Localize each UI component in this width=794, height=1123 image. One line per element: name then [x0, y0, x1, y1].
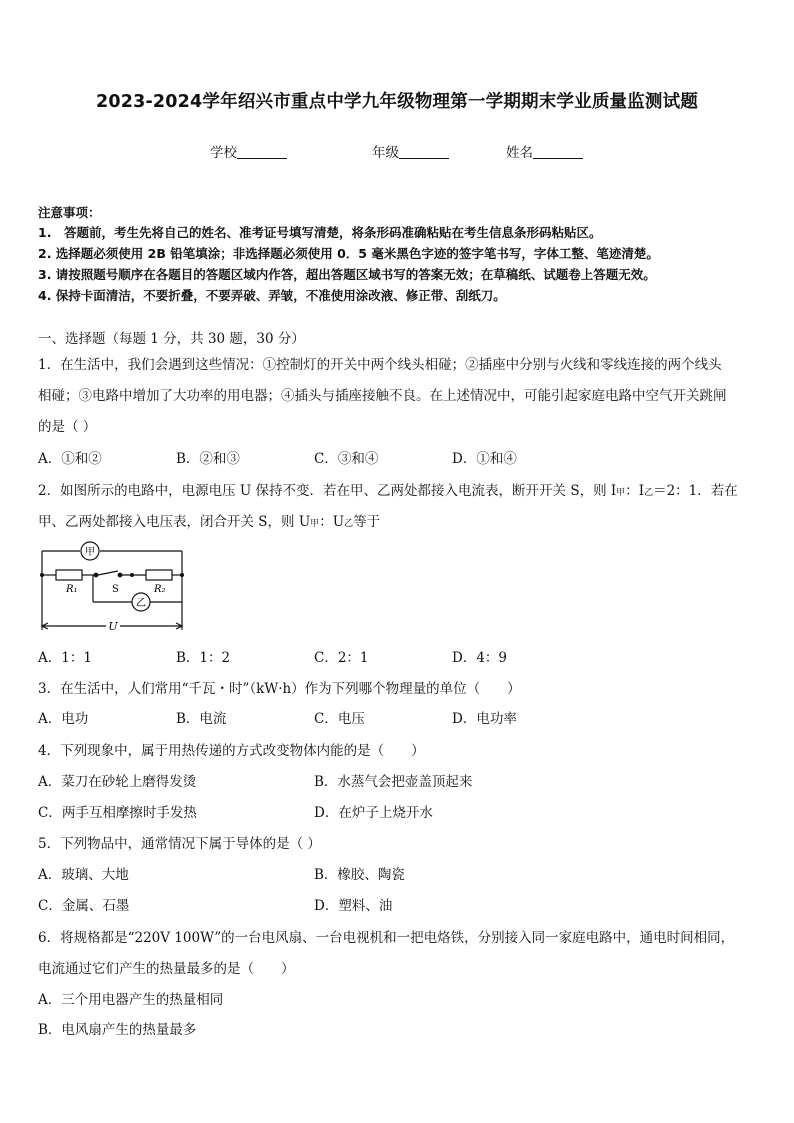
q4-option-d[interactable]: D．在炉子上烧开水: [314, 805, 433, 821]
q2-text: ：I: [625, 483, 645, 499]
q3-option-a[interactable]: A．电功: [38, 711, 89, 727]
q1-option-c[interactable]: C．③和④: [314, 451, 379, 467]
grade-field: [372, 141, 449, 161]
grade-label: 年级: [372, 145, 399, 161]
question-1-line: 的是（ ）: [38, 419, 97, 435]
notice-item: 4. 保持卡面清洁，不要折叠，不要弄破、弄皱，不准使用涂改液、修正带、刮纸刀。: [38, 288, 506, 303]
q2-option-d[interactable]: D．4：9: [452, 650, 508, 666]
q5-option-d[interactable]: D．塑料、油: [314, 898, 393, 914]
school-label: 学校: [210, 145, 237, 161]
q4-option-c[interactable]: C．两手互相摩擦时手发热: [38, 805, 197, 821]
question-5-line: 5．下列物品中，通常情况下属于导体的是（ ）: [38, 836, 321, 852]
question-6-line: 电流通过它们产生的热量最多的是（ ）: [38, 961, 295, 977]
question-2-line: [38, 479, 738, 499]
resistor-r2: [146, 570, 172, 580]
question-6-line: 6．将规格都是“220V 100W”的一台电风扇、一台电视机和一把电烙铁，分别接入同一家庭电路中，通电时间相同，: [38, 930, 735, 946]
q1-option-a[interactable]: A．①和②: [38, 451, 102, 467]
q3-option-d[interactable]: D．电功率: [452, 711, 517, 727]
q3-option-c[interactable]: C．电压: [314, 711, 365, 727]
school-blank[interactable]: [237, 144, 287, 159]
name-field: [506, 141, 583, 161]
circuit-diagram: [36, 540, 191, 635]
notice-heading: 注意事项：: [38, 205, 101, 220]
q1-option-d[interactable]: D．①和④: [452, 451, 517, 467]
question-1-line: 1．在生活中，我们会遇到这些情况：①控制灯的开关中两个线头相碰；②插座中分别与火线和零线连接的两个线头: [38, 357, 722, 373]
section-heading: 一、选择题（每题 1 分，共 30 题，30 分）: [38, 331, 305, 347]
q2-text: 2．如图所示的电路中，电源电压 U 保持不变．若在甲、乙两处都接入电流表，断开开关 S，则 I: [38, 483, 617, 499]
q4-option-a[interactable]: A．菜刀在砂轮上磨得发烫: [38, 774, 197, 790]
q6-option-a[interactable]: A．三个用电器产生的热量相同: [38, 992, 224, 1008]
notice-item: 3. 请按照题号顺序在各题目的答题区域内作答，超出答题区域书写的答案无效；在草稿纸、试题卷上答题无效。: [38, 267, 656, 282]
q2-text: ：U: [319, 514, 345, 530]
q2-text: 等于: [353, 514, 381, 530]
question-2-line: [38, 510, 380, 530]
q2-text: 甲、乙两处都接入电压表，闭合开关 S，则 U: [38, 514, 311, 530]
grade-blank[interactable]: [399, 144, 449, 159]
q6-option-b[interactable]: B．电风扇产生的热量最多: [38, 1022, 197, 1038]
q5-option-c[interactable]: C．金属、石墨: [38, 898, 130, 914]
q2-text: ＝2：1．若在: [653, 483, 738, 499]
q2-subscript: 甲: [310, 519, 320, 529]
name-blank[interactable]: [533, 144, 583, 159]
resistor-r1: [56, 570, 82, 580]
q5-option-b[interactable]: B．橡胶、陶瓷: [314, 867, 405, 883]
q2-subscript: 乙: [644, 488, 654, 498]
name-label: 姓名: [506, 145, 533, 161]
r1-label: R₁: [66, 584, 78, 595]
meter-jia-label: 甲: [85, 547, 95, 558]
school-field: [210, 141, 287, 161]
q2-option-a[interactable]: A．1：1: [38, 650, 92, 666]
meter-yi-label: 乙: [136, 598, 146, 609]
q2-subscript: 乙: [344, 519, 354, 529]
notice-item: 1. 答题前，考生先将自己的姓名、准考证号填写清楚，将条形码准确粘贴在考生信息条形码粘贴区。: [38, 225, 602, 240]
question-1-line: 相碰；③电路中增加了大功率的用电器；④插头与插座接触不良。在上述情况中，可能引起家庭电路中空气开关跳闸: [38, 388, 727, 404]
page-title: 2023-2024学年绍兴市重点中学九年级物理第一学期期末学业质量监测试题: [95, 92, 699, 112]
q1-option-b[interactable]: B．②和③: [176, 451, 240, 467]
q2-option-b[interactable]: B．1：2: [176, 650, 231, 666]
r2-label: R₂: [154, 584, 166, 595]
q5-option-a[interactable]: A．玻璃、大地: [38, 867, 129, 883]
q4-option-b[interactable]: B．水蒸气会把壶盖顶起来: [314, 774, 473, 790]
switch-label: S: [112, 584, 119, 595]
question-4-line: 4．下列现象中，属于用热传递的方式改变物体内能的是（ ）: [38, 743, 425, 759]
q2-option-c[interactable]: C．2：1: [314, 650, 369, 666]
question-3-line: 3．在生活中，人们常用“千瓦・时”（kW·h）作为下列哪个物理量的单位（ ）: [38, 681, 521, 697]
voltage-label: U: [108, 620, 118, 633]
q3-option-b[interactable]: B．电流: [176, 711, 227, 727]
notice-item: 2. 选择题必须使用 2B 铅笔填涂；非选择题必须使用 0．5 毫米黑色字迹的签字笔书写，字体工整、笔迹清楚。: [38, 246, 659, 261]
q2-subscript: 甲: [616, 488, 626, 498]
